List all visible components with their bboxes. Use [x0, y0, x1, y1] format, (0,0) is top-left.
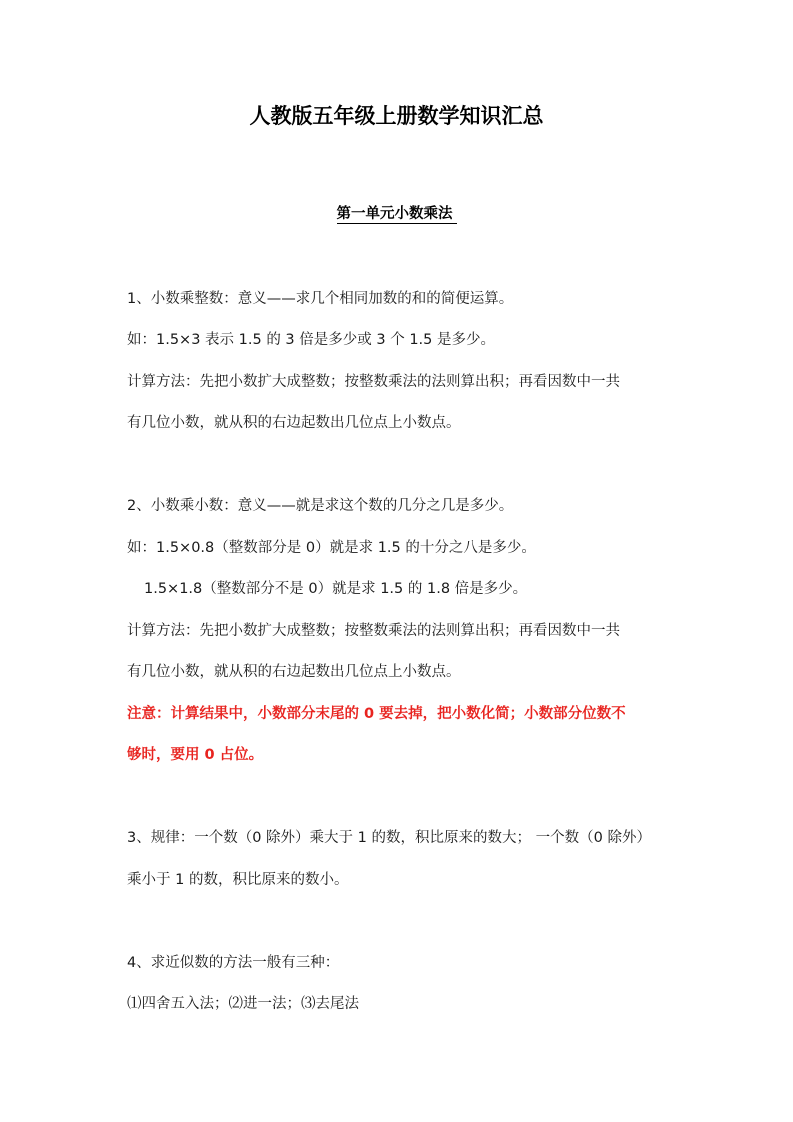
paragraph-line: 3、规律：一个数（0 除外）乘大于 1 的数，积比原来的数大； 一个数（0 除外） [127, 830, 651, 846]
paragraph-line: 计算方法：先把小数扩大成整数；按整数乘法的法则算出积；再看因数中一共 [127, 623, 620, 639]
paragraph-line: 有几位小数，就从积的右边起数出几位点上小数点。 [127, 415, 461, 431]
unit-heading [0, 202, 793, 226]
note-line: 注意：计算结果中，小数部分末尾的 0 要去掉，把小数化简；小数部分位数不 [127, 706, 626, 722]
paragraph-line: 4、求近似数的方法一般有三种： [127, 955, 340, 971]
paragraph-line: 乘小于 1 的数，积比原来的数小。 [127, 872, 349, 888]
note-line: 够时，要用 0 占位。 [127, 747, 264, 763]
paragraph-line: ⑴四舍五入法；⑵进一法；⑶去尾法 [127, 996, 359, 1012]
paragraph-line: 1.5×1.8（整数部分不是 0）就是求 1.5 的 1.8 倍是多少。 [144, 581, 528, 597]
paragraph-line: 计算方法：先把小数扩大成整数；按整数乘法的法则算出积；再看因数中一共 [127, 374, 620, 390]
paragraph-line: 1、小数乘整数：意义——求几个相同加数的和的简便运算。 [127, 291, 514, 307]
unit-heading-text: 第一单元小数乘法 [337, 206, 457, 224]
paragraph-line: 如：1.5×3 表示 1.5 的 3 倍是多少或 3 个 1.5 是多少。 [127, 332, 495, 348]
paragraph-line: 2、小数乘小数：意义——就是求这个数的几分之几是多少。 [127, 498, 514, 514]
paragraph-line: 有几位小数，就从积的右边起数出几位点上小数点。 [127, 664, 461, 680]
document-title: 人教版五年级上册数学知识汇总 [249, 104, 544, 128]
paragraph-line: 如：1.5×0.8（整数部分是 0）就是求 1.5 的十分之八是多少。 [127, 540, 536, 556]
